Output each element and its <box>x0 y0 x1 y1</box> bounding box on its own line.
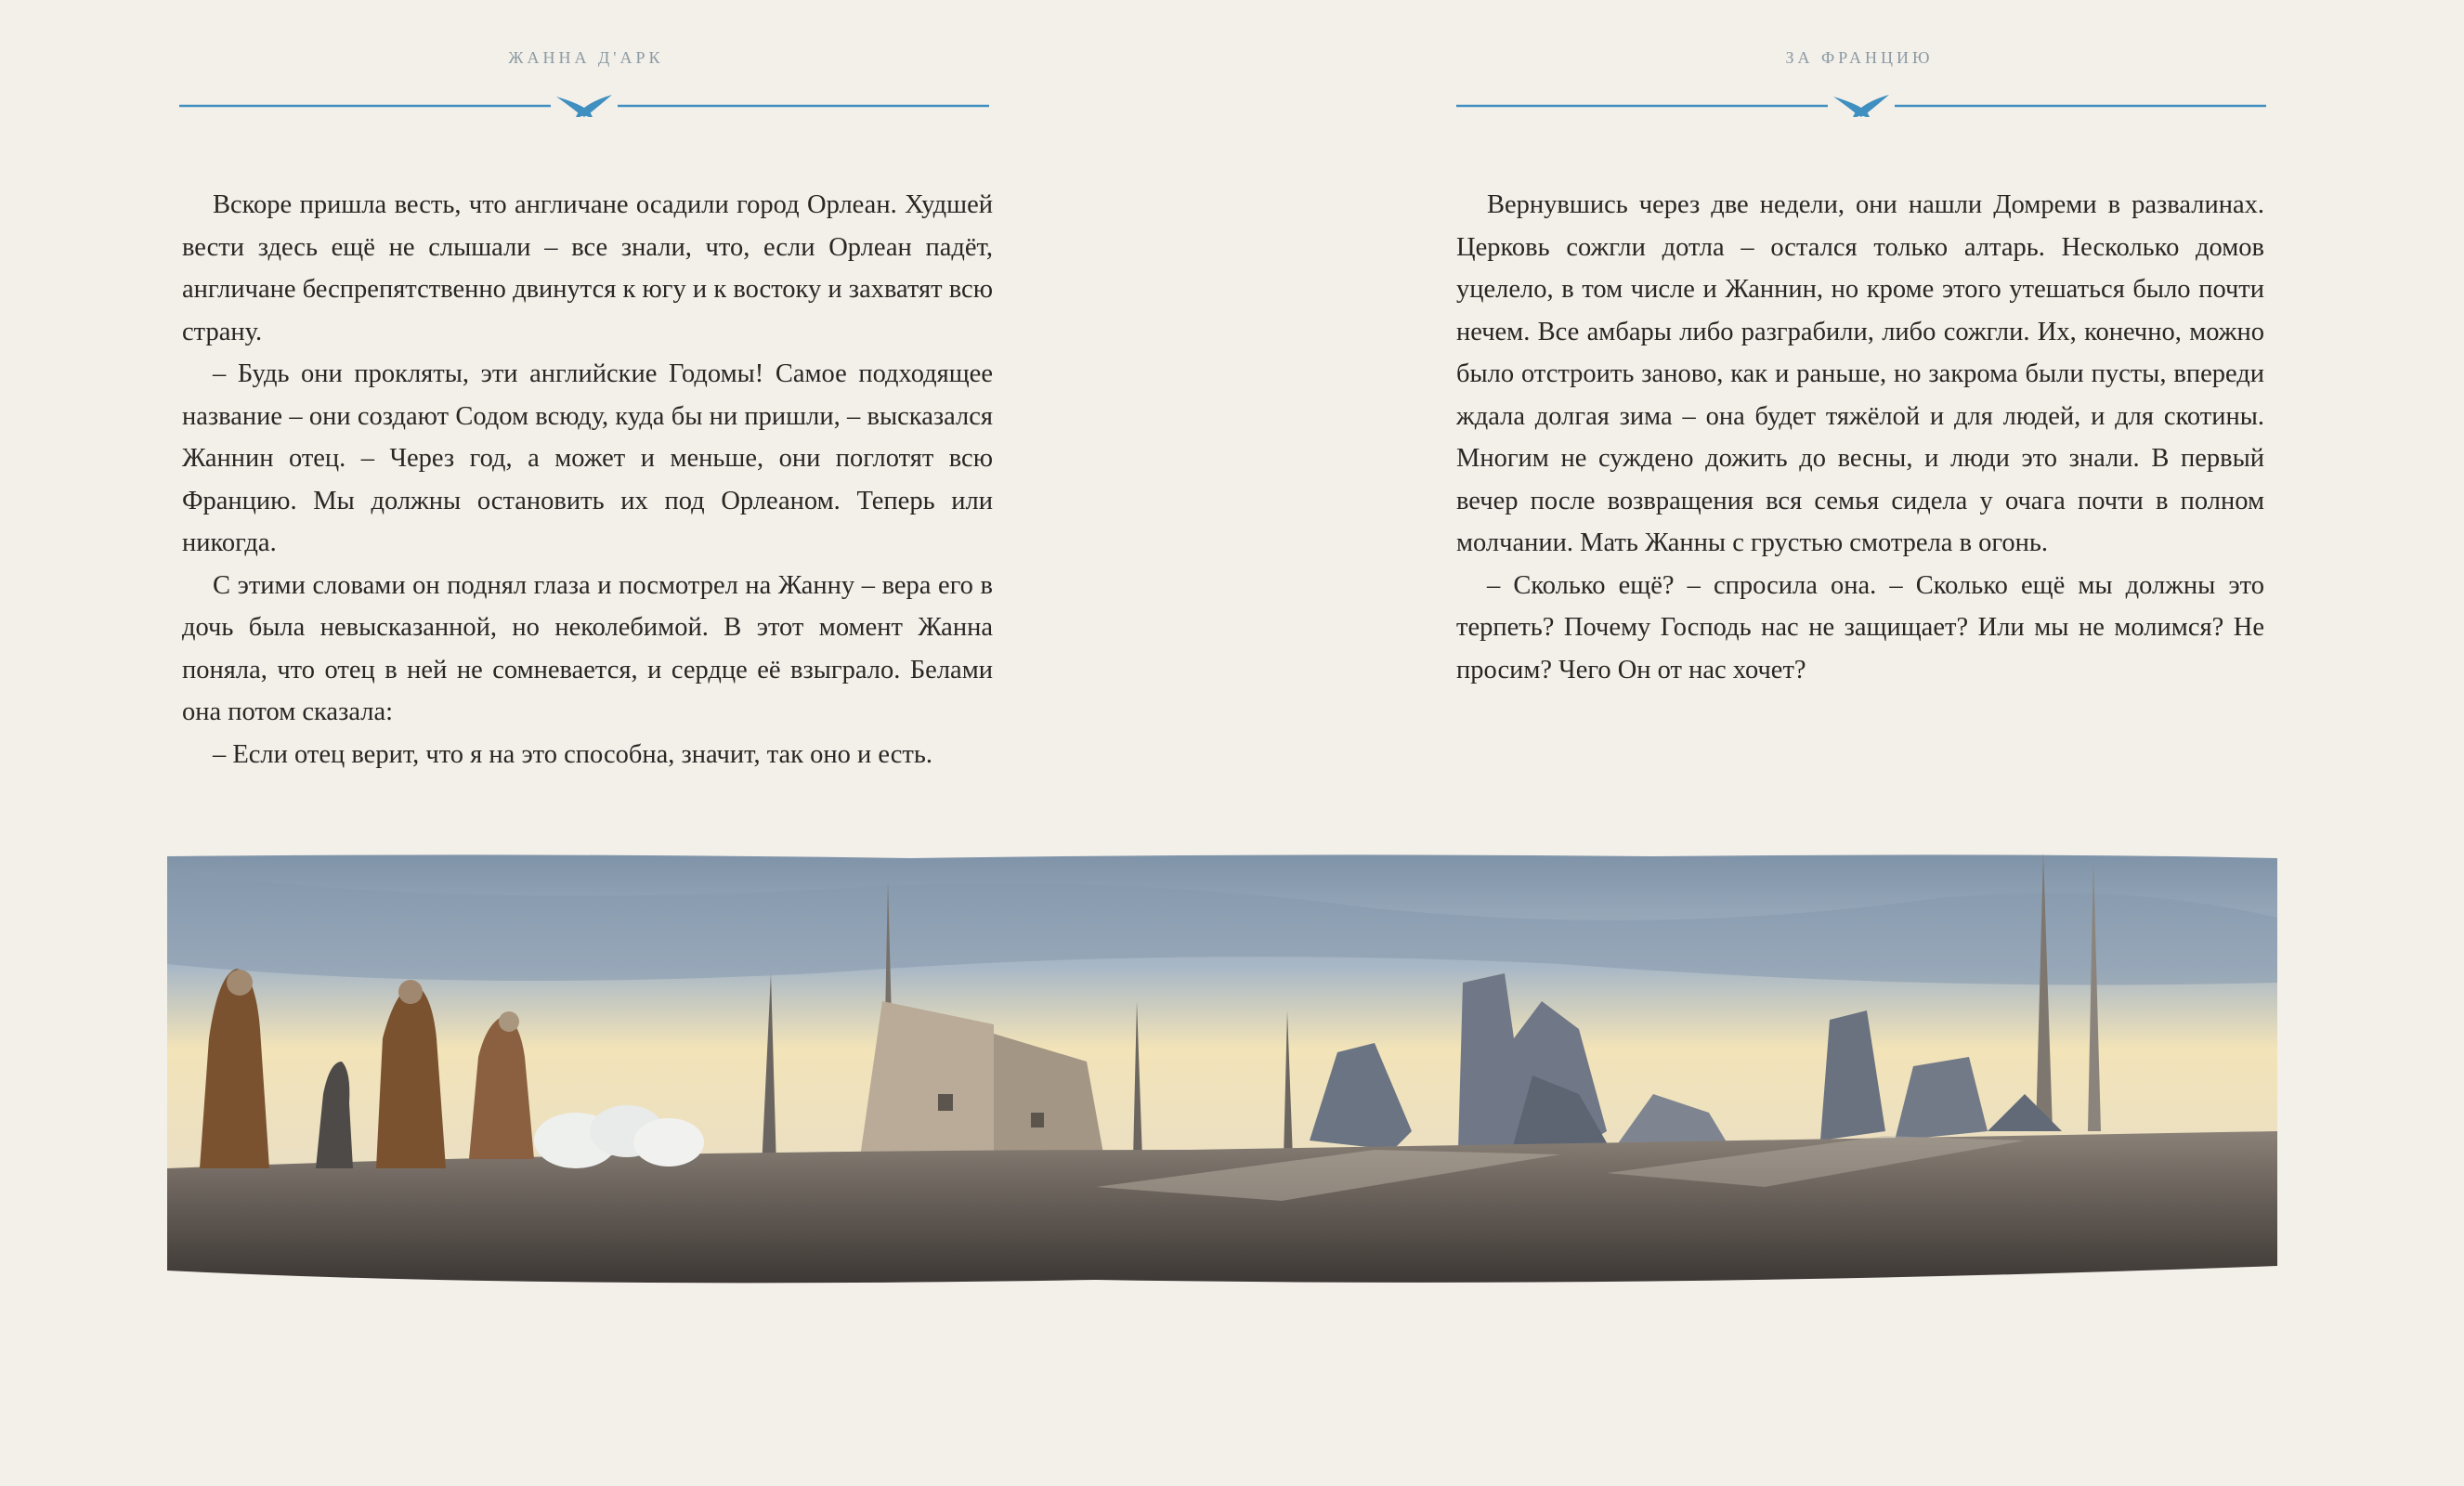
paragraph: – Если отец верит, что я на это способна, значит, так оно и есть. <box>213 739 932 769</box>
paragraph: С этими словами он поднял глаза и посмотрел на Жанну – вера его в дочь была невысказанной, но неколебимой. В этот момент Жанна поняла, что отец в ней не сомневается, и сердце её взыграло. Белами она потом сказала: <box>182 570 993 726</box>
running-head-left: ЖАННА Д'АРК <box>508 48 664 67</box>
ruined-village-painting <box>167 853 2277 1294</box>
ornamental-rule-right <box>1456 89 2266 117</box>
paragraph: Вскоре пришла весть, что англичане осадили город Орлеан. Худшей вести здесь ещё не слышали – все знали, что, если Орлеан падёт, англичане беспрепятственно двинутся к югу и к востоку и захватят всю страну. <box>182 190 993 346</box>
right-text-block <box>1456 184 2264 691</box>
running-head-right: ЗА ФРАНЦИЮ <box>1785 48 1934 67</box>
paragraph: – Сколько ещё? – спросила она. – Сколько ещё мы должны это терпеть? Почему Господь нас не защищает? Или мы не молимся? Не просим? Чего Он от нас хочет? <box>1456 570 2264 684</box>
watercolor-illustration <box>167 853 2277 1294</box>
ornamental-rule-left <box>179 89 989 117</box>
swallow-icon <box>1456 89 2266 117</box>
paragraph: Вернувшись через две недели, они нашли Домреми в развалинах. Церковь сожгли дотла – остался только алтарь. Несколько домов уцелело, в том числе и Жаннин, но кроме этого утешаться было почти нечем. Все амбары либо разграбили, либо сожгли. Их, конечно, можно было отстроить заново, как и раньше, но закрома были пусты, впереди ждала долгая зима – она будет тяжёлой и для людей, и для скотины. Многим не суждено дожить до весны, и люди это знали. В первый вечер после возвращения вся семья сидела у очага почти в полном молчании. Мать Жанны с грустью смотрела в огонь. <box>1456 190 2264 557</box>
paragraph: – Будь они прокляты, эти английские Годомы! Самое подходящее название – они создают Содом всюду, куда бы ни пришли, – высказался Жаннин отец. – Через год, а может и меньше, они поглотят всю Францию. Мы должны остановить их под Орлеаном. Теперь или никогда. <box>182 359 993 557</box>
left-text-block <box>182 184 993 776</box>
swallow-icon <box>179 89 989 117</box>
